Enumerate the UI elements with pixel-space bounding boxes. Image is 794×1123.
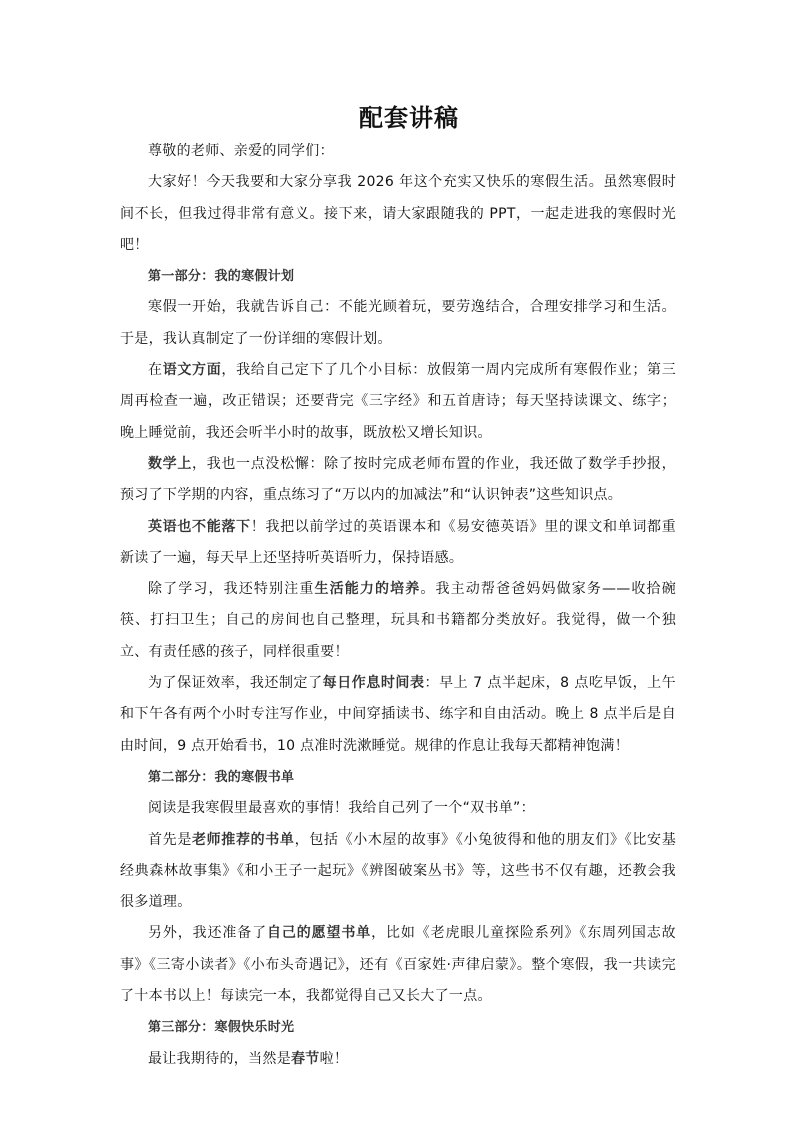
paragraph-lead: 除了学习，我还特别注重 [148, 581, 315, 598]
paragraph-text: ：早上 7 点半起床，8 点吃早饭，上午和下午各有两个小时专注写作业，中间穿插读书、练字和自由活动。晚上 8 点半后是自由时间，9 点开始看书，10 点准时洗漱睡觉。规律的作息让我每天都精神饱满！ [120, 675, 676, 754]
paragraph-text: 啦！ [319, 1050, 349, 1067]
schedule-paragraph [120, 668, 676, 762]
paragraph-text: ，包括《小木屋的故事》《小兔彼得和他的朋友们》《比安基经典森林故事集》《和小王子一起玩》《辨图破案丛书》等，这些书不仅有趣，还教会我很多道理。 [120, 831, 676, 911]
paragraph-lead: 为了保证效率，我还制定了 [148, 675, 323, 692]
highlight-text: 生活能力的培养 [314, 581, 421, 598]
paragraph-text: ，我也一点没松懈：除了按时完成老师布置的作业，我还做了数学手抄报，预习了下学期的内容，重点练习了“万以内的加减法”和“认识钟表”这些知识点。 [120, 455, 676, 504]
highlight-text: 自己的愿望书单 [267, 925, 372, 942]
salutation [120, 136, 676, 167]
plan-paragraph [120, 292, 676, 355]
paragraph-lead: 另外，我还准备了 [148, 925, 268, 942]
teacher-booklist-paragraph [120, 825, 676, 919]
heading-text: 第一部分：我的寒假计划 [148, 269, 295, 285]
paragraph-text: 大家好！今天我要和大家分享我 2026 年这个充实又快乐的寒假生活。虽然寒假时间不长，但我过得非常有意义。接下来，请大家跟随我的 PPT，一起走进我的寒假时光吧！ [120, 174, 676, 253]
heading-text: 第三部分：寒假快乐时光 [148, 1020, 295, 1036]
highlight-text: 英语也不能落下 [148, 518, 251, 535]
life-skills-paragraph [120, 574, 676, 668]
highlight-text: 数学上 [148, 455, 193, 472]
section-heading-1 [120, 261, 676, 292]
paragraph-text: ，我给自己定下了几个小目标：放假第一周内完成所有寒假作业；第三周再检查一遍，改正错误；还要背完《三字经》和五首唐诗；每天坚持读课文、练字；晚上睡觉前，我还会听半小时的故事，既放松又增长知识。 [120, 362, 676, 441]
document-title: 配套讲稿 [359, 104, 459, 132]
intro-paragraph [120, 167, 676, 261]
paragraph-lead: 在 [148, 362, 163, 379]
wish-booklist-paragraph [120, 918, 676, 1012]
highlight-text: 语文方面 [162, 362, 222, 379]
salutation-text: 尊敬的老师、亲爱的同学们： [148, 143, 334, 159]
highlight-text: 老师推荐的书单 [191, 831, 295, 848]
spring-festival-paragraph [120, 1044, 676, 1075]
paragraph-text: 阅读是我寒假里最喜欢的事情！我给自己列了一个“双书单”： [148, 800, 535, 817]
paragraph-lead: 最让我期待的，当然是 [148, 1050, 291, 1067]
highlight-text: 每日作息时间表 [322, 675, 425, 692]
section-heading-2 [120, 762, 676, 793]
section-heading-3 [120, 1012, 676, 1043]
paragraph-text: 寒假一开始，我就告诉自己：不能光顾着玩，要劳逸结合，合理安排学习和生活。于是，我认真制定了一份详细的寒假计划。 [120, 299, 676, 347]
document-page [120, 100, 676, 1075]
paragraph-text: ，比如《老虎眼儿童探险系列》《东周列国志故事》《三寄小读者》《小布头奇遇记》，还有《百家姓·声律启蒙》。整个寒假，我一共读完了十本书以上！每读完一本，我都觉得自己又长大了一点。 [120, 925, 676, 1005]
paragraph-text: ！我把以前学过的英语课本和《易安德英语》里的课文和单词都重新读了一遍，每天早上还坚持听英语听力，保持语感。 [120, 518, 676, 566]
chinese-paragraph [120, 355, 676, 449]
highlight-text: 春节 [291, 1050, 320, 1067]
math-paragraph [120, 449, 676, 512]
paragraph-text: 。我主动帮爸爸妈妈做家务——收拾碗筷、打扫卫生；自己的房间也自己整理，玩具和书籍都分类放好。我觉得，做一个独立、有责任感的孩子，同样很重要！ [120, 581, 676, 660]
reading-paragraph [120, 793, 676, 824]
heading-text: 第二部分：我的寒假书单 [148, 769, 295, 785]
paragraph-lead: 首先是 [148, 831, 192, 848]
english-paragraph [120, 512, 676, 575]
